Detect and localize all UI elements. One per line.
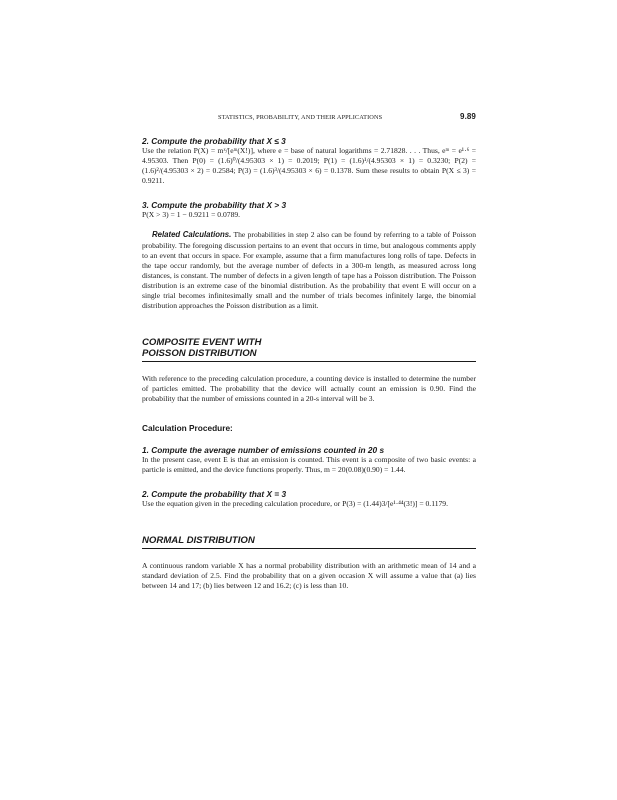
composite-title-line-1: COMPOSITE EVENT WITH (142, 337, 262, 349)
related-calculations-label: Related Calculations. (152, 230, 232, 240)
normal-distribution-section-title: NORMAL DISTRIBUTION (142, 535, 476, 549)
composite-step-1-heading: 1. Compute the average number of emissions counted in 20 s (142, 444, 385, 455)
step-2-body: Use the relation P(X) = mˣ/[eᵐ(X!)], where e = base of natural logarithms = 2.71828. . . . Thus, eᵐ = e¹·⁶ = 4.95303. Then P(0) = (1.6)⁰/(4.95303 × 1) = 0.2019; P(1) = (1.6)¹/(4.95303 × 1) = 0.3230; P(2) = (1.6)²/(4.95303 × 2) = 0.2584; P(3) = (1.6)³/(4.95303 × 6) = 0.1378. Sum these results to obtain P(X ≤ 3) = 0.9211. (142, 146, 476, 186)
running-title: STATISTICS, PROBABILITY, AND THEIR APPLICATIONS (218, 114, 383, 121)
step-2-heading: 2. Compute the probability that X ≤ 3 (142, 136, 286, 146)
composite-event-section-title (142, 337, 476, 362)
composite-title-line-2: POISSON DISTRIBUTION (142, 348, 257, 360)
composite-intro: With reference to the preceding calculation procedure, a counting device is installed to determine the number of particles emitted. The probability that the device will actually count an emission is 0.90. Find the probability that the number of emissions counted in a 20-s interval will be 3. (142, 374, 476, 404)
composite-step-1-body: In the present case, event E is that an emission is counted. This event is a composite of two basic events: a particle is emitted, and the device functions properly. Thus, m = 20(0.08)(0.90) = 1.44. (142, 454, 476, 474)
page-number: 9.89 (460, 112, 476, 121)
step-3-body: P(X > 3) = 1 − 0.9211 = 0.0789. (142, 210, 241, 220)
calculation-procedure-heading: Calculation Procedure: (142, 422, 233, 433)
composite-step-2-body: Use the equation given in the preceding calculation procedure, or P(3) = (1.44)3/[e¹·⁴⁴(3!)] = 0.1179. (142, 498, 449, 508)
step-3-heading: 3. Compute the probability that X > 3 (142, 200, 287, 211)
document-page (142, 112, 476, 591)
related-calculations-paragraph (142, 230, 476, 311)
normal-distribution-intro: A continuous random variable X has a normal probability distribution with an arithmetic mean of 14 and a standard deviation of 2.5. Find the probability that on a given occasion X will assume a value that (a) lies between 14 and 17; (b) lies between 12 and 16.2; (c) is less than 10. (142, 560, 476, 590)
page-header (142, 112, 476, 124)
related-calculations-body: The probabilities in step 2 also can be found by referring to a table of Poisson probability. The foregoing discussion pertains to an event that occurs in time, but analogous comments apply to an event that occurs in space. For example, assume that a firm manufactures long rolls of tape. Defects in the tape occur randomly, but the average number of defects in a 300-m length, as measured across long distances, is constant. The number of defects in a given length of tape has a Poisson distribution. The Poisson distribution is an extreme case of the binomial distribution. As the probability that event E will occur on a single trial becomes infinitesimally small and the number of trials becomes infinitely large, the binomial distribution approaches the Poisson distribution as a limit. (142, 230, 476, 311)
composite-step-2-heading: 2. Compute the probability that X = 3 (142, 488, 287, 499)
